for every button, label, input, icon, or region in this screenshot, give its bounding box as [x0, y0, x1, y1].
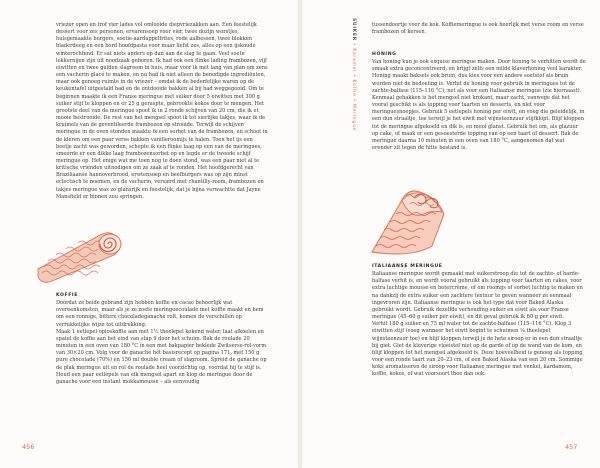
running-head-sub1: Karamel [351, 48, 356, 73]
honing-heading: HONING [372, 52, 397, 57]
left-body-paragraph: vriezer open en trof vier lades vol omlooide diepvriezakken aan. Een feestelijk dessert voor zes personen, ervarensoep voor vier, twee dozijn worstjes, hulsgemaakte burgers, soetie-aardappelfrites, rode aalbessen, twee blokken bladerdeeg en een bord hoofdpasta voor maar liefst zes, alles op een ijskoude winterochtend. Er sat niets anders op dan aan de slag te gaan. Veel soete lekkernijen zijn uit noodzaak geboren. Ik had ook een flinke lading frambozen, vijf eiwitten en twee gulden slagroom in huis, maar voor ik met lang van plan om zens een vacherin glacé te maken, en nu had ik niet alleen de benodigde ingrediënten, maar ook genoeg ruimte in de vriezer – omdat ik de bederfelijke waren op de keukentafel uitgestald had en de ontdooide bakken al bij had weggegooid. Om te beginnen maakte ik een Franse meringue met suiker door 5 eiwitten met 300 g suiker stijf te kloppen en er 25 g geraspte, gebrookte kokos door te mengen. Het grootste deel van de meringue spoot ik in 2 ronde schijven van 20 cm, die ik et mooie bestrooide. De rest van het mengsel spoot ik tot sierlijke takjes, waar ik de kruimels van de geventileerde frambozen op strooide. Terwijl de schijven meringue in de oven stonden maakte ik een sorbet van de frambozen, en schoot in de kleren om een paar verse bakken vanilleroomijs te halen. Toen het ijs een beetje zacht was geworden, schepte ik een flinke laag op een van de meringues, smeerde er een dikke laag frambozensorbet op en legde er de tweede schijf meringue op. Het enige wat me toen nog te doen stond, was een paar niet al te kritische vrienden uitnodigen om ze zaak af te ronden. Het hoofdgerecht van Braziliaanse hannoverbrood, erwtensoep en beefburgers was op zijn minst eclectisch te noemen, en de vacherin, versierd met chantilly-room, frambozen en takjes meringue was zo glansrijk en feestelijk, dat je bijna verwachtte dat Jayne Mansfield er binnen zou springen. [56, 22, 268, 200]
roulade-swirl-end [99, 234, 121, 254]
italiaanse-meringue-paragraph: Verhit 180 g suiker en 75 ml water tot de zachte-balfase (115–116 °C). Klop 3 eiwitten stijf (voeg wanneer het eiwit begint te schuimen ⅛ theelepel wijnsteenzuur toe) en blijf kloppen terwijl je de hete siroop er in een dun straaltje bij giet. Giet de kleverige vloeistof niet op de garde of op de wand van de kom, en blijf kloppen tot het mengsel afgekoeld is. Deze hoeveelheid is genoeg als topping voor een ronde taart van 20–23 cm, of een Baked Alaska van een 20 cm. Sommige koks aromatiseren de siroop voor Italiaanse meringue met venkel, kardamom, koffie, kokos, of wat voorsoort thee dan ook. [372, 321, 583, 378]
meringue-slice-illustration [362, 180, 450, 260]
koffie-paragraph: Doordat ze beide gebrand zijn hebben koffie en cacao behoorlijk wat overeenkomsten, maar als je ze zoete meringuecoulade met koffie maakt en hem om een ronnige, bittere chocoladeganache rolt, komen de verschillen op verrukkelijke wijze tot uitdrukking. [56, 300, 264, 328]
koffie-paragraph: Maak 1 eetlepel oploskoffie aan met 1½ theelepel kokend water, laat afkoelen en spatel de koffie aan het eind van stap 9 door het schuim. Bak de roulade 20 minuten in een oven van 180 °C in een met bakpapier beklede Zwitserse-rol-vorm van 30×20 cm. Volg voor de ganache het basisrecept op pagina 171, met 150 g pure chocolade (70%) en 150 ml double cream of slagroom. Spreid de ganache op de plak meringue uit en rol de roulade heel voorzichtig op, voordat hij te stijf is. Houd een paar eetlepels van elk mengsel apart en klop de meringue door de ganache voor een instant mokkamousse – als eenvoudig [56, 328, 267, 385]
italiaanse-meringue-paragraph: Italiaanse meringue wordt gemaakt met suikerstroop die tot de zachte- of harde-balfase verhit is, en wordt vooral gebruikt als topping voor taarten en cakes, voor extra luchtige mousse en botercrème, of om roomijs of sorbet luchtig te maken en na dankzij de extra suiker een zachtere textuur te geven wanneer ze eenmaal ingevroren zijn. Italiaanse meringue is ook het type dat voor Baked Alaska gebruikt wordt. Gebruik dezelfde verhouding suiker en eiwit als voor Franse meringue (45–60 g suiker per eiwit), en dit geval gebruik ik 60 g per eiwit. [372, 271, 583, 321]
meringue-slice-body [372, 191, 444, 254]
honing-paragraph: Van honing kun je ook exquise meringue maken. Door honing te verhitten wordt de smaak extra geconcentreerd, en krijgt zelfs een milde klaverhoning veel karakter. Honing maakt baksels ook bruin, dus kies voor een andere soetstof als bruin worden niet de bedoeling is. Verhit de honing voor gebruik in meringues tot de zachte-balfase (115–116 °C), net als voor een Italiaanse meringue (zie hiernaast). Kenmaal gebakken is het mengsel niet krokant, maar zacht, vanwege dat het vooral geschikt is als topping voor taarten en desserts, en niet voor meringuesnoepjes. Gebruik 5 eetlepels honing per eiwit, en voeg die geleidelijk, in een dun straaltje, toe terwijl je het eiwit met wijnsteenzuur stijfklopt. Blijf kloppen tot de meringue afgekoeld en dik is, en mooi glanst. Gebruik het om, als glazuur op cake, of maak er een gesoesterde topping van op een taart of dessert. Bak de meringue daarna 10 minuten in een oven van 180 °C, aangenomen dat wat eronder zit tegen de hitte bestand is. [372, 59, 586, 152]
roulade-illustration [30, 225, 130, 283]
right-body-text [372, 22, 586, 40]
running-head-sub2: Koffie [351, 79, 356, 97]
italiaanse-meringue-heading: ITALIAANSE MERINGUE [372, 264, 443, 269]
running-head-sub3: Meringue [351, 104, 356, 132]
page-number-left: 456 [22, 443, 35, 451]
honing-section [372, 51, 586, 197]
left-body-text [56, 22, 270, 258]
running-head-chapter: SUIKER [351, 18, 356, 41]
italiaanse-meringue-section [372, 263, 586, 443]
right-body-paragraph: tussendoortje voor de kok. Koffiemeringue is ook heerlijk met verse room en verse frambozen of kersen. [372, 22, 584, 36]
koffie-heading: KOFFIE [56, 293, 78, 298]
page-number-right: 457 [565, 443, 578, 451]
koffie-section [56, 292, 270, 442]
running-head: SUIKER•Karamel•Koffie•Meringue [351, 18, 356, 132]
